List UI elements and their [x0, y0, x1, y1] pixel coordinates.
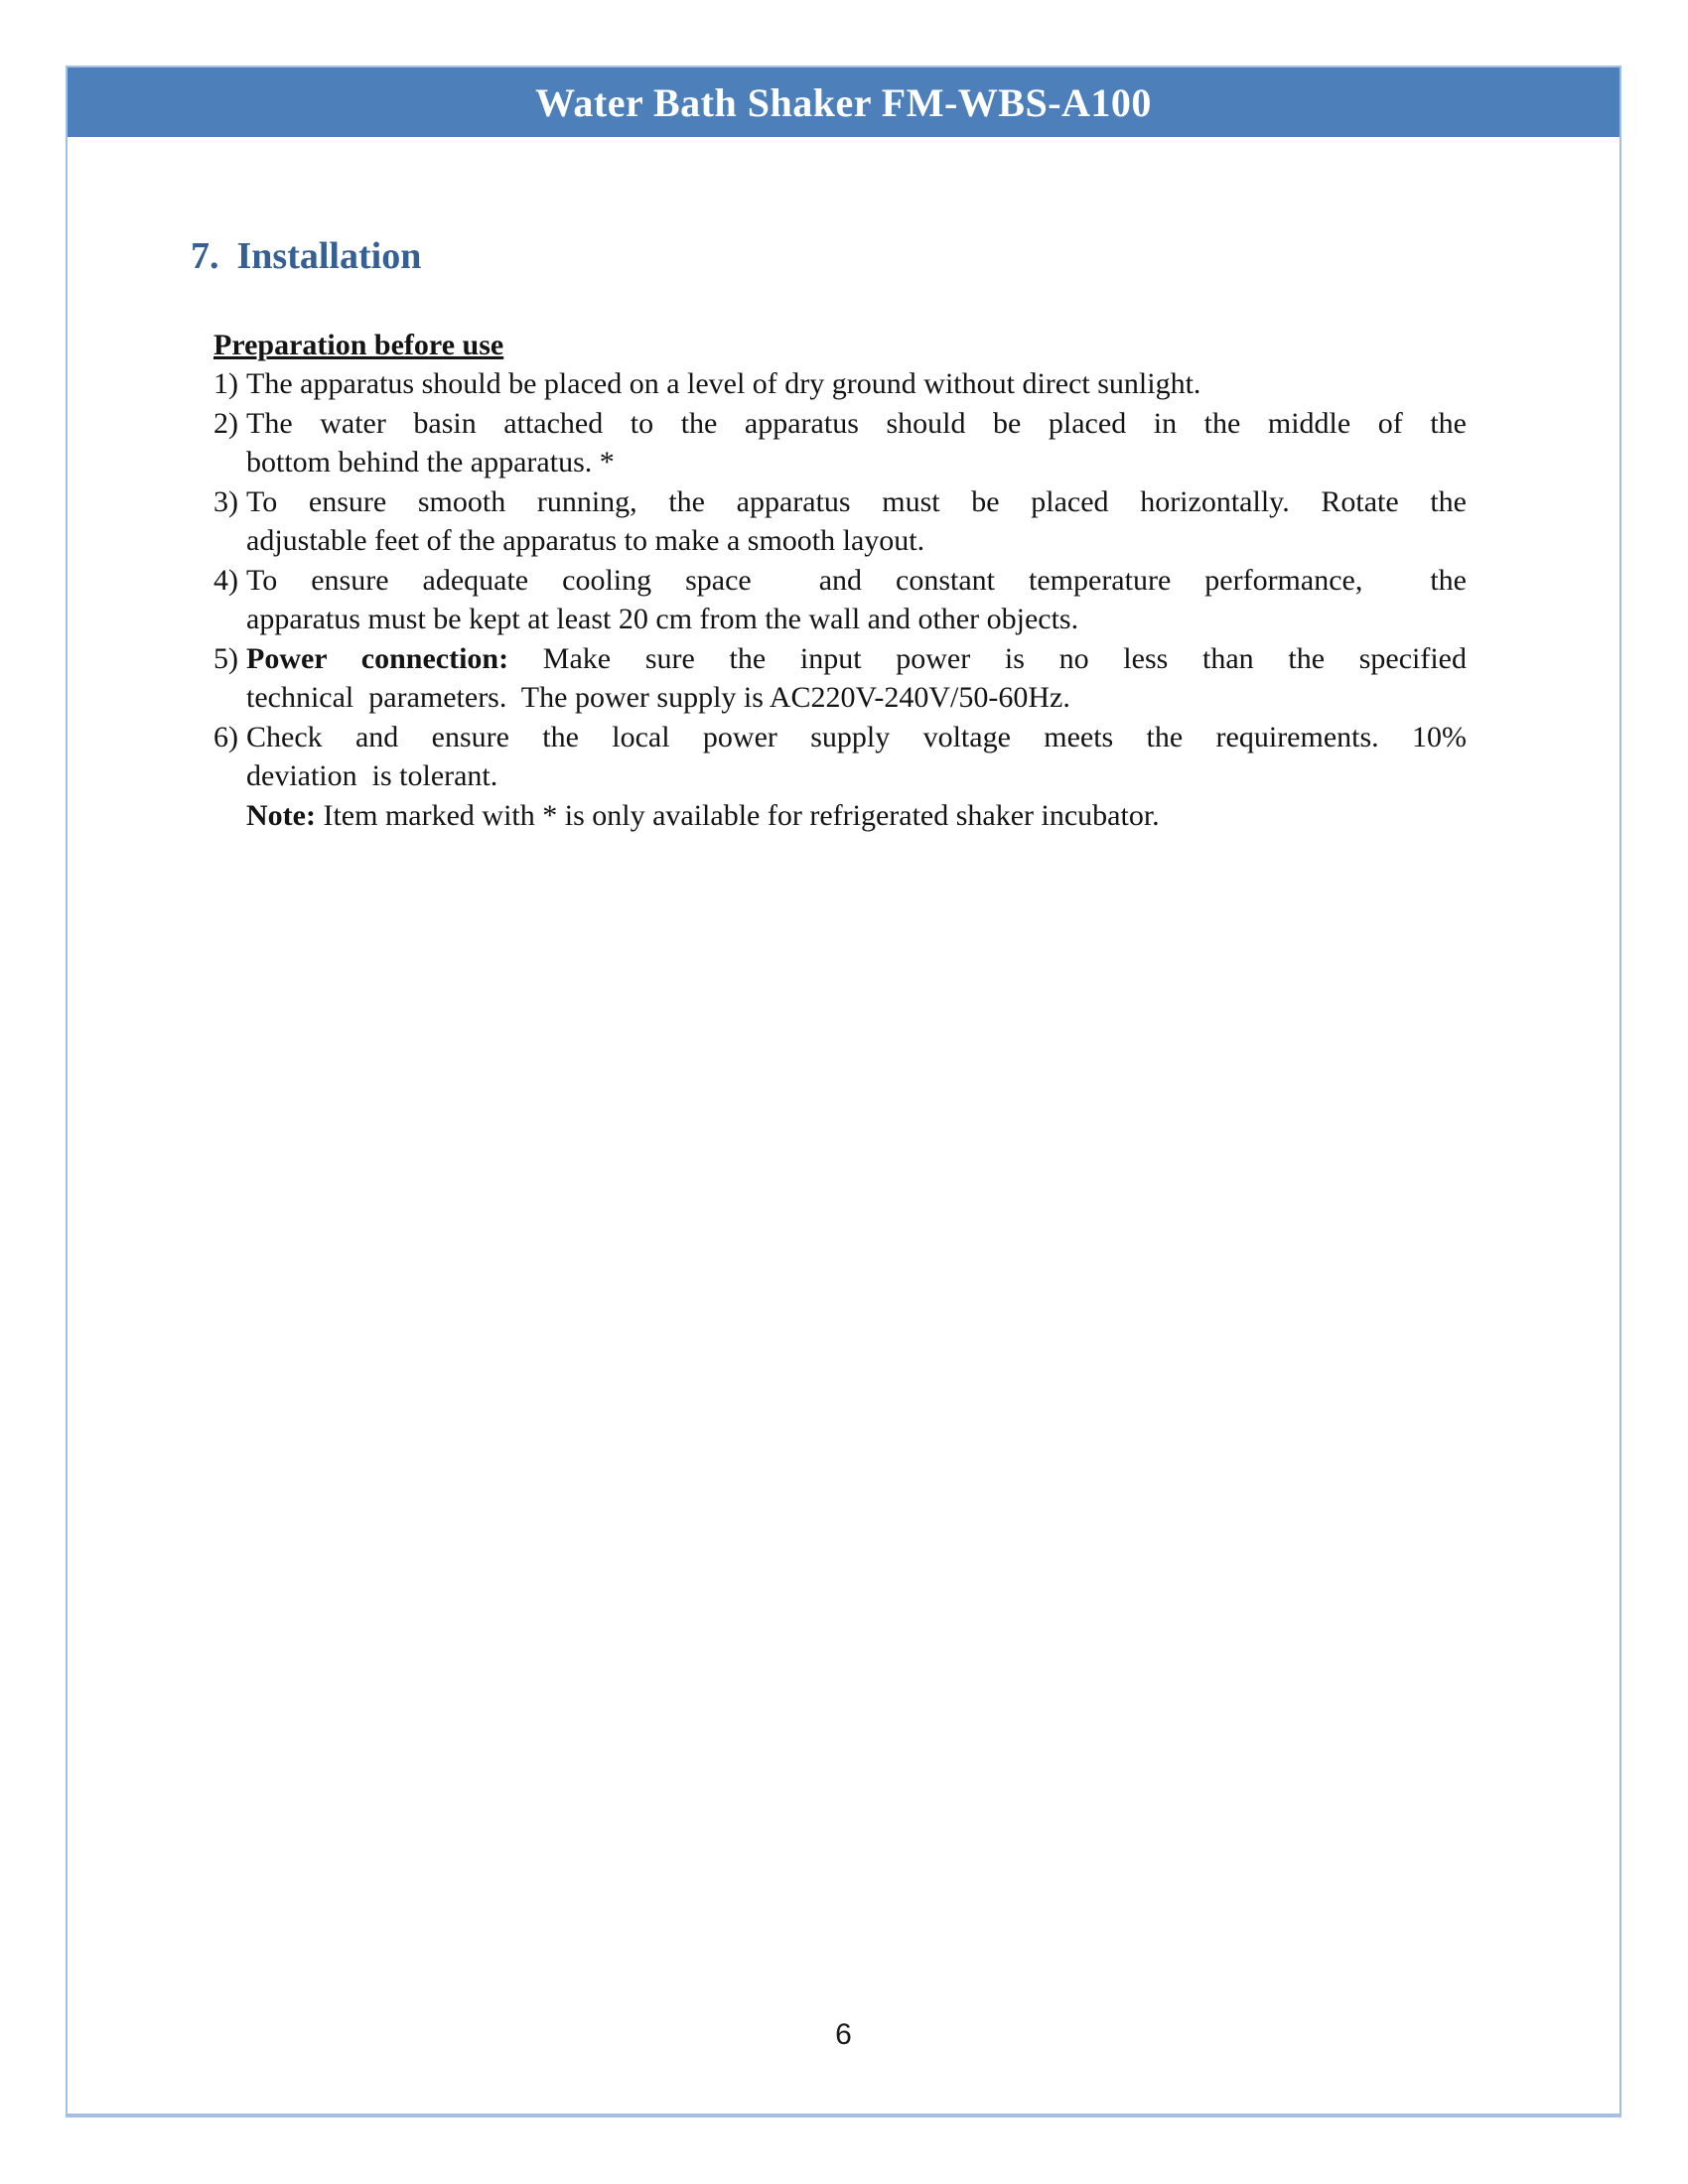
page-number: 6	[835, 2018, 852, 2051]
text-segment: Item marked with * is only available for refrigerated shaker incubator.	[315, 798, 1160, 832]
text-line	[246, 482, 1467, 522]
text-line	[246, 364, 1467, 404]
item-number: 6)	[213, 720, 238, 753]
item-text	[246, 482, 1467, 561]
item-number: 1)	[213, 367, 238, 401]
section-title: Installation	[236, 235, 422, 277]
preparation-section	[213, 326, 1467, 836]
text-segment: Check and ensure the local power supply voltage meets the requirements. 10%	[246, 720, 1467, 753]
list-item	[213, 639, 1467, 718]
text-line	[246, 756, 1467, 796]
list-item	[213, 561, 1467, 639]
section-number: 7.	[191, 235, 219, 277]
list-item	[213, 404, 1467, 482]
text-segment: The apparatus should be placed on a level of dry ground without direct sunlight.	[246, 367, 1201, 401]
subheading: Preparation before use	[213, 328, 504, 361]
note-line	[246, 796, 1467, 836]
text-line	[246, 561, 1467, 601]
text-line	[246, 678, 1467, 718]
text-segment: To ensure smooth running, the apparatus must be placed horizontally. Rotate the	[246, 484, 1467, 518]
item-text	[246, 561, 1467, 639]
item-number: 4)	[213, 563, 238, 597]
text-segment: Make sure the input power is no less than the specified	[508, 641, 1467, 675]
text-segment: technical parameters. The power supply is AC220V-240V/50-60Hz.	[246, 681, 1070, 715]
text-line	[246, 404, 1467, 444]
text-line	[246, 718, 1467, 757]
preparation-list	[213, 364, 1467, 796]
text-line	[246, 796, 1467, 836]
document-title: Water Bath Shaker FM-WBS-A100	[535, 79, 1152, 125]
list-item	[213, 482, 1467, 561]
page-frame	[66, 66, 1621, 2117]
text-line	[246, 639, 1467, 679]
item-number: 3)	[213, 484, 238, 518]
list-item	[213, 718, 1467, 796]
bold-text-segment: Power connection:	[246, 641, 509, 675]
text-line	[246, 521, 1467, 561]
item-text	[246, 639, 1467, 718]
text-segment: bottom behind the apparatus. *	[246, 446, 615, 479]
text-segment: The water basin attached to the apparatus should be placed in the middle of the	[246, 406, 1467, 440]
text-segment: To ensure adequate cooling space and constant temperature performance, the	[246, 563, 1467, 597]
text-line	[246, 443, 1467, 482]
bold-text-segment: Note:	[246, 798, 316, 832]
text-segment: deviation is tolerant.	[246, 759, 498, 793]
text-segment: apparatus must be kept at least 20 cm from the wall and other objects.	[246, 603, 1079, 636]
header-bar	[68, 68, 1619, 137]
item-text	[246, 404, 1467, 482]
item-number: 2)	[213, 406, 238, 440]
text-segment: adjustable feet of the apparatus to make a smooth layout.	[246, 524, 925, 558]
item-number: 5)	[213, 641, 238, 675]
list-item	[213, 364, 1467, 404]
item-text	[246, 364, 1467, 404]
item-text	[246, 718, 1467, 796]
text-line	[246, 600, 1467, 639]
section-heading	[191, 234, 1619, 280]
